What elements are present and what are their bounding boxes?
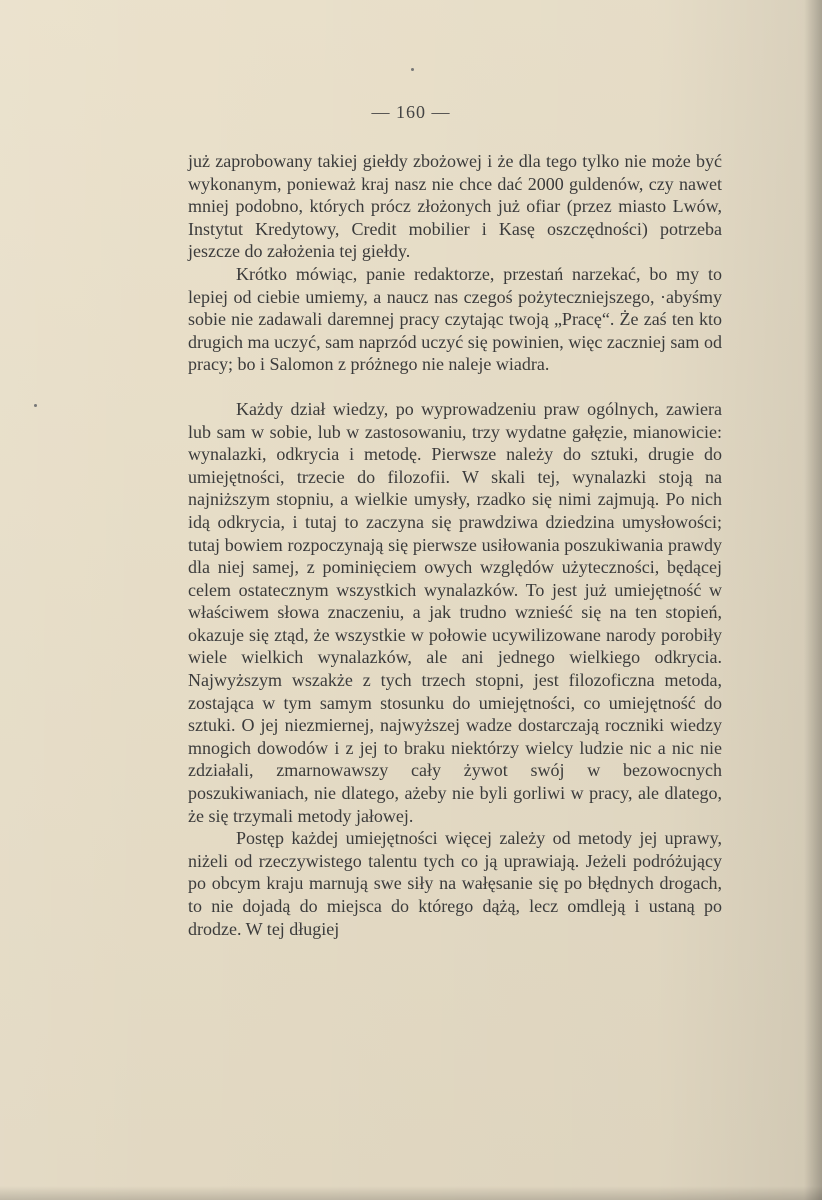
body-text: [188, 150, 722, 940]
paragraph-gap: [188, 376, 722, 398]
paragraph: Postęp każdej umiejętności więcej zależy od metody jej uprawy, niżeli od rzeczywistego talentu tych co ją uprawiają. Jeżeli podróżujący po obcym kraju marnują swe siły na wałęsanie się po błędnych drogach, to nie dojadą do miejsca do którego dążą, lecz omdleją i ustaną po drodze. W tej długiej: [188, 828, 722, 939]
ink-speck: [34, 404, 37, 407]
page-edge-shadow: [804, 0, 822, 1200]
paragraph: Każdy dział wiedzy, po wyprowadzeniu praw ogólnych, zawiera lub sam w sobie, lub w zastosowaniu, trzy wydatne gałęzie, mianowicie: wynalazki, odkrycia i metodę. Pierwsze należy do sztuki, drugie do umiejętności, trzecie do filozofii. W skali tej, wynalazki stoją na najniższym stopniu, a wielkie umysły, rzadko się nimi zajmują. Po nich idą odkrycia, i tutaj to zaczyna się prawdziwa dziedzina umysłowości; tutaj bowiem rozpoczynają się pierwsze usiłowania poszukiwania prawdy dla niej samej, z pominięciem owych względów użyteczności, będącej celem ostatecznym wszystkich wynalazków. To jest już umiejętność w właściwem słowa znaczeniu, a jak trudno wznieść się na ten stopień, okazuje się ztąd, że wszystkie w połowie ucywilizowane narody porobiły wiele wielkich wynalazków, ale ani jednego wielkiego odkrycia. Najwyższym wszakże z tych trzech stopni, jest filozoficzna metoda, zostająca w tym samym stosunku do umiejętności, co umiejętność do sztuki. O jej niezmiernej, najwyższej wadze dostarczają roczniki wiedzy mnogich dowodów i z jej to braku niektórzy wielcy ludzie nic a nic nie zdziałali, zmarnowawszy cały żywot swój w bezowocnych poszukiwaniach, nie dlatego, ażeby nie byli gorliwi w pracy, ale dlatego, że się trzymali metody jałowej.: [188, 398, 722, 826]
paragraph: Krótko mówiąc, panie redaktorze, przestań narzekać, bo my to lepiej od ciebie umiemy, a naucz nas czegoś pożyteczniejszego, ·abyśmy sobie nie zadawali daremnej pracy czytając twoją „Pracę“. Że zaś ten kto drugich ma uczyć, sam naprzód uczyć się powinien, więc zaczniej sam od pracy; bo i Salomon z próżnego nie naleje wiadra.: [188, 263, 722, 375]
page-number: — 160 —: [371, 102, 451, 122]
page-bottom-shadow: [0, 1186, 822, 1200]
paragraph-continuation: już zaprobowany takiej giełdy zbożowej i że dla tego tylko nie może być wykonanym, ponieważ kraj nasz nie chce dać 2000 guldenów, czy nawet mniej podobno, których prócz złożonych już ofiar (przez miasto Lwów, Instytut Kredytowy, Credit mobilier i Kasę oszczędności) potrzeba jeszcze do założenia tej giełdy.: [188, 151, 722, 262]
ink-speck: [411, 68, 414, 71]
